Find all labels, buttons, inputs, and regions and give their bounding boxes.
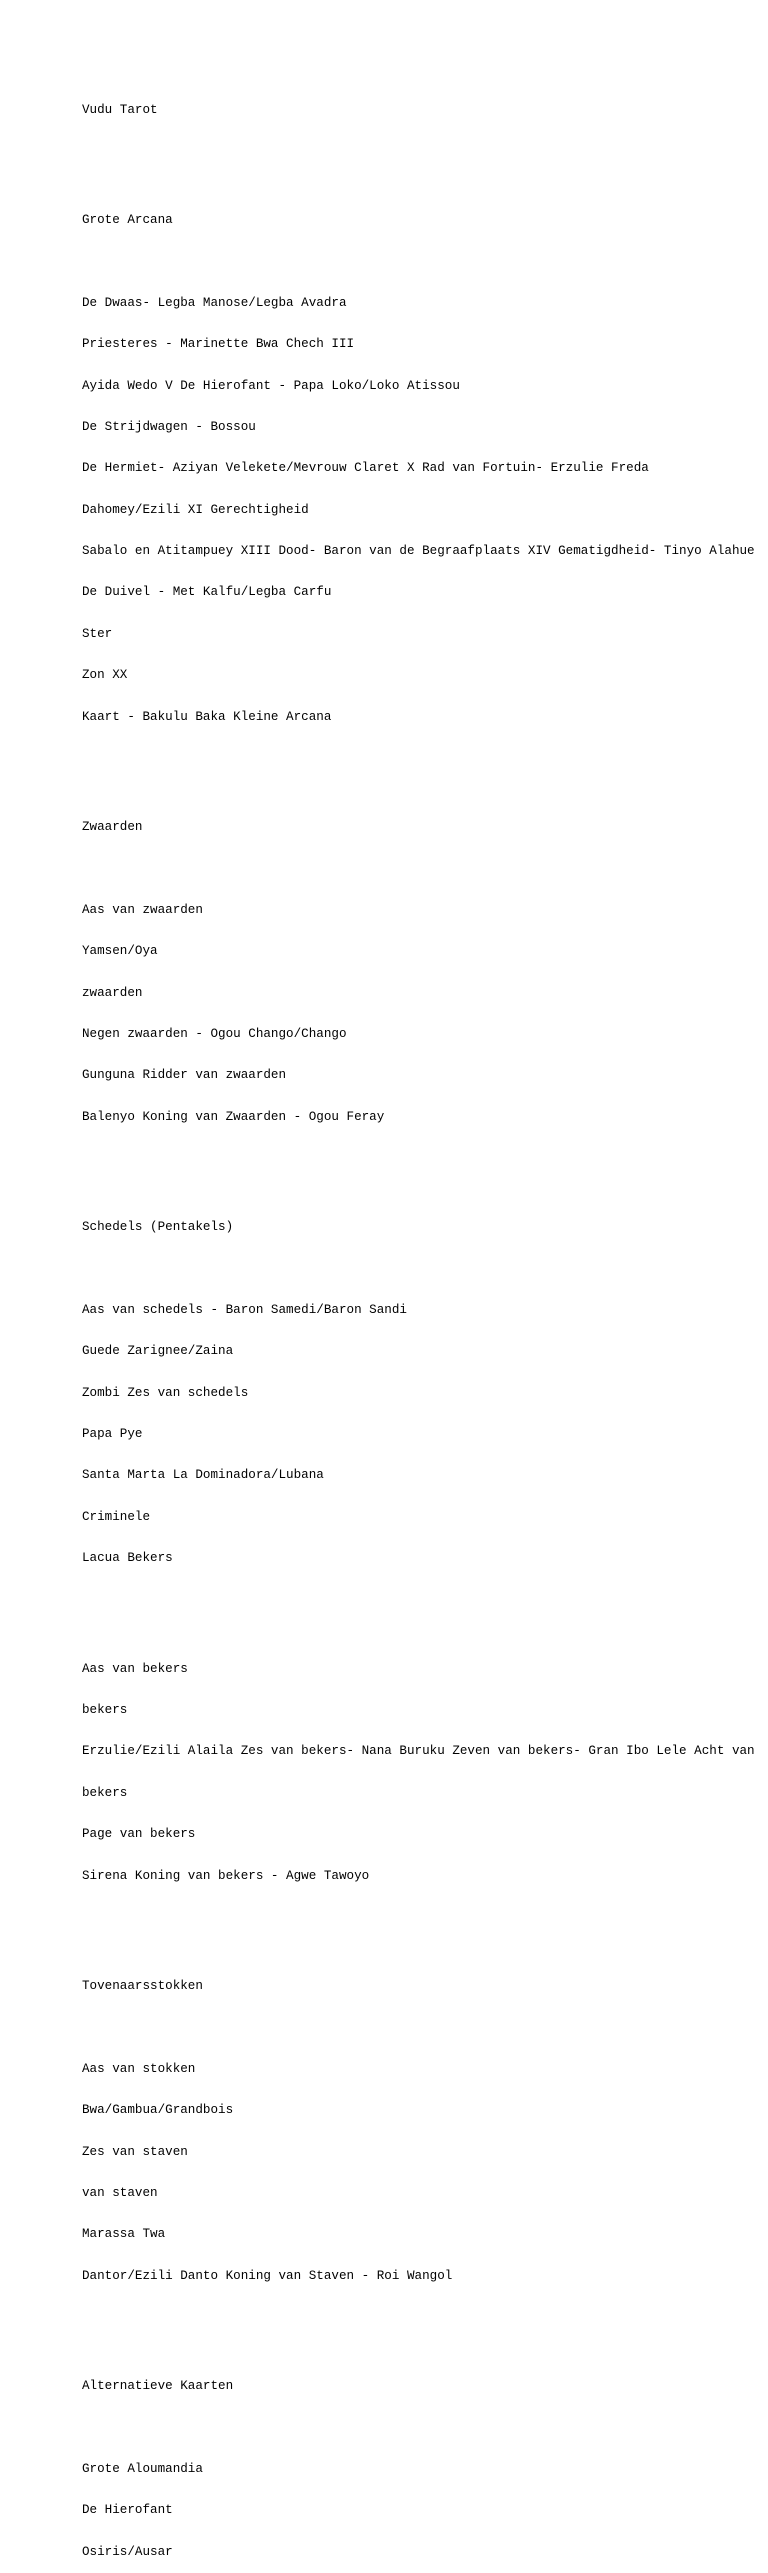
text-line: Dahomey/Ezili XI Gerechtigheid [82, 502, 309, 517]
blank-line [82, 752, 768, 766]
text-line: Ster [82, 626, 113, 641]
section-heading: Tovenaarsstokken [82, 1978, 203, 1993]
text-line: Guede Zarignee/Zaina [82, 1344, 234, 1359]
text-line: Grote Aloumandia [82, 2461, 203, 2476]
text-line: De Strijdwagen - Bossou [82, 419, 256, 434]
document-page [82, 76, 768, 2573]
text-line: Dantor/Ezili Danto Koning van Staven - Roi Wangol [82, 2268, 453, 2283]
blank-line [82, 1594, 768, 1608]
blank-line [82, 1263, 768, 1277]
text-line: De Hierofant [82, 2503, 173, 2518]
text-line: Criminele [82, 1509, 151, 1524]
text-line: Zes van staven [82, 2144, 188, 2159]
section-heading: Grote Arcana [82, 212, 173, 227]
text-line: Gunguna Ridder van zwaarden [82, 1068, 287, 1083]
text-line: Osiris/Ausar [82, 2544, 173, 2559]
text-line: zwaarden [82, 985, 143, 1000]
text-line: Page van bekers [82, 1827, 196, 1842]
blank-line [82, 2021, 768, 2035]
text-line: Yamsen/Oya [82, 944, 158, 959]
text-line: De Hermiet- Aziyan Velekete/Mevrouw Claret X Rad van Fortuin- Erzulie Freda [82, 461, 649, 476]
text-line: Aas van schedels - Baron Samedi/Baron Sandi [82, 1302, 407, 1317]
text-line: Sirena Koning van bekers - Agwe Tawoyo [82, 1868, 370, 1883]
blank-line [82, 1911, 768, 1925]
blank-line [82, 255, 768, 269]
text-line: Priesteres - Marinette Bwa Chech III [82, 337, 355, 352]
section-heading: Schedels (Pentakels) [82, 1220, 234, 1235]
text-line: Papa Pye [82, 1427, 143, 1442]
blank-line [82, 862, 768, 876]
text-line: De Dwaas- Legba Manose/Legba Avadra [82, 295, 347, 310]
text-line: Kaart - Bakulu Baka Kleine Arcana [82, 709, 332, 724]
blank-line [82, 145, 768, 159]
text-line: De Duivel - Met Kalfu/Legba Carfu [82, 585, 332, 600]
text-line: bekers [82, 1785, 128, 1800]
text-line: Ayida Wedo V De Hierofant - Papa Loko/Loko Atissou [82, 378, 460, 393]
text-line: Erzulie/Ezili Alaila Zes van bekers- Nana Buruku Zeven van bekers- Gran Ibo Lele Acht van [82, 1744, 755, 1759]
text-line: Marassa Twa [82, 2227, 166, 2242]
text-line: Sabalo en Atitampuey XIII Dood- Baron van de Begraafplaats XIV Gematigdheid- Tinyo Alahue [82, 544, 755, 559]
text-line: bekers [82, 1703, 128, 1718]
document-title: Vudu Tarot [82, 102, 158, 117]
text-line: Zon XX [82, 668, 128, 683]
text-line: Aas van zwaarden [82, 902, 203, 917]
blank-line [82, 2311, 768, 2325]
text-line: Aas van stokken [82, 2061, 196, 2076]
text-line: Aas van bekers [82, 1661, 188, 1676]
text-line: Lacua Bekers [82, 1551, 173, 1566]
section-heading: Alternatieve Kaarten [82, 2379, 234, 2394]
text-line: Santa Marta La Dominadora/Lubana [82, 1468, 324, 1483]
text-line: van staven [82, 2185, 158, 2200]
section-heading: Zwaarden [82, 820, 143, 835]
blank-line [82, 1152, 768, 1166]
blank-line [82, 2421, 768, 2435]
text-line: Negen zwaarden - Ogou Chango/Chango [82, 1026, 347, 1041]
text-line: Balenyo Koning van Zwaarden - Ogou Feray [82, 1109, 385, 1124]
text-line: Bwa/Gambua/Grandbois [82, 2103, 234, 2118]
text-line: Zombi Zes van schedels [82, 1385, 249, 1400]
